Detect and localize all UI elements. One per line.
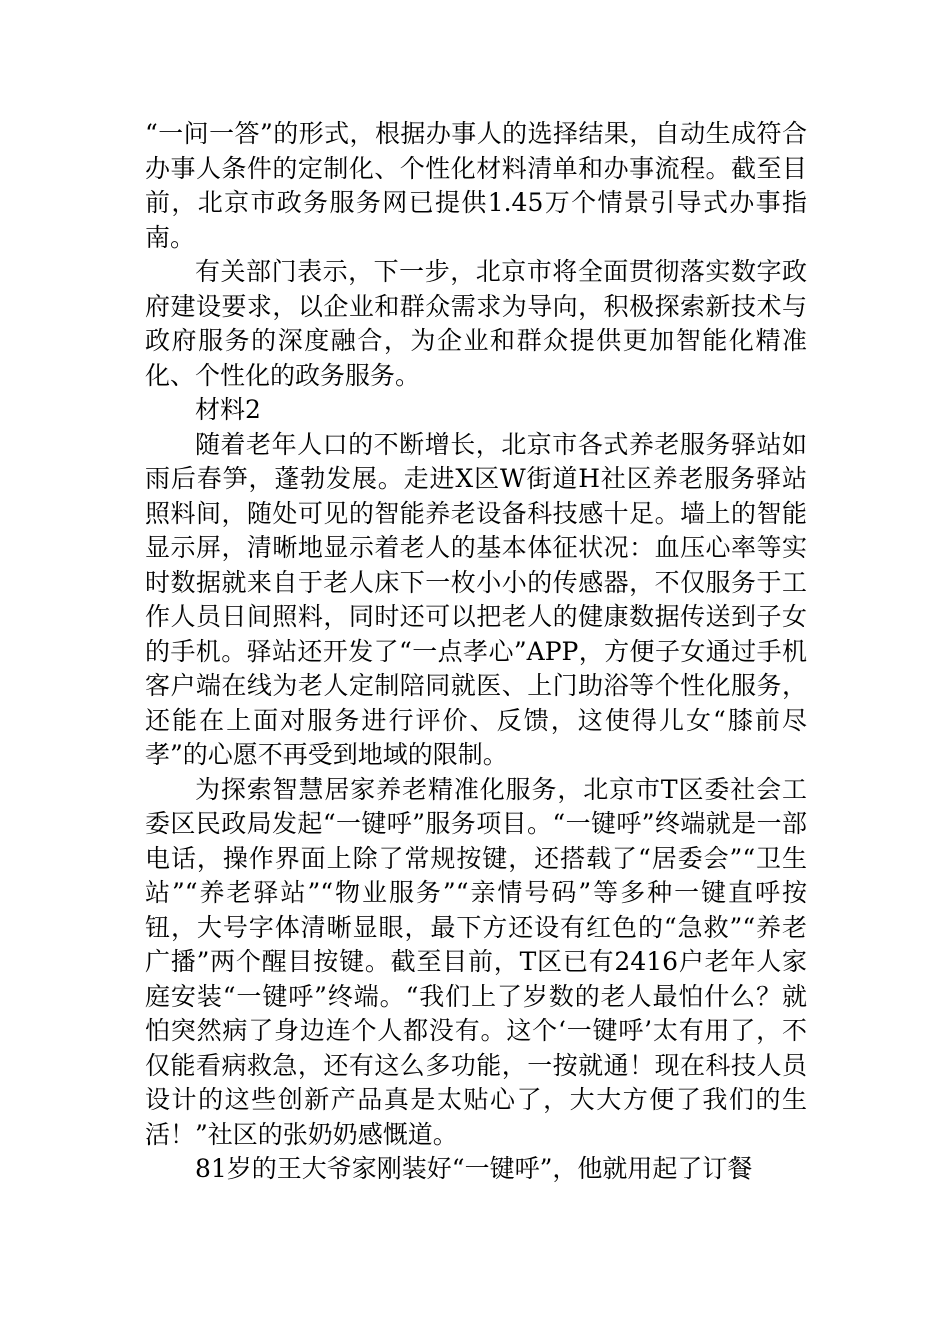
paragraph-continuation: “一问一答”的形式，根据办事人的选择结果，自动生成符合办事人条件的定制化、个性化材料清单和办事流程。截至目前，北京市政务服务网已提供1.45万个情景引导式办事指南。 [145,119,807,252]
paragraph-next-steps: 有关部门表示，下一步，北京市将全面贯彻落实数字政府建设要求，以企业和群众需求为导向，积极探索新技术与政府服务的深度融合，为企业和群众提供更加智能化精准化、个性化的政务服务。 [145,257,807,390]
document-page [145,117,807,1187]
paragraph-mr-wang: 81岁的王大爷家刚装好“一键呼”，他就用起了订餐 [195,1154,753,1183]
paragraph-one-key-call: 为探索智慧居家养老精准化服务，北京市T区委社会工委区民政局发起“一键呼”服务项目。“一键呼”终端就是一部电话，操作界面上除了常规按键，还搭载了“居委会”“卫生站”“养老驿站”“物业服务”“亲情号码”等多种一键直呼按钮，大号字体清晰显眼，最下方还设有红色的“急救”“养老广播”两个醒目按键。截至目前，T区已有2416户老年人家庭安装“一键呼”终端。“我们上了岁数的老人最怕什么？就怕突然病了身边连个人都没有。这个‘一键呼’太有用了，不仅能看病救急，还有这么多功能，一按就通！现在科技人员设计的这些创新产品真是太贴心了，大大方便了我们的生活！”社区的张奶奶感慨道。 [145,774,807,1149]
paragraph-elderly-service-station: 随着老年人口的不断增长，北京市各式养老服务驿站如雨后春笋，蓬勃发展。走进X区W街道H社区养老服务驿站照料间，随处可见的智能养老设备科技感十足。墙上的智能显示屏，清晰地显示着老人的基本体征状况：血压心率等实时数据就来自于老人床下一枚小小的传感器，不仅服务于工作人员日间照料，同时还可以把老人的健康数据传送到子女的手机。驿站还开发了“一点孝心”APP，方便子女通过手机客户端在线为老人定制陪同就医、上门助浴等个性化服务，还能在上面对服务进行评价、反馈，这使得儿女“膝前尽孝”的心愿不再受到地域的限制。 [145,429,807,769]
section-heading-material-2: 材料2 [195,395,261,424]
